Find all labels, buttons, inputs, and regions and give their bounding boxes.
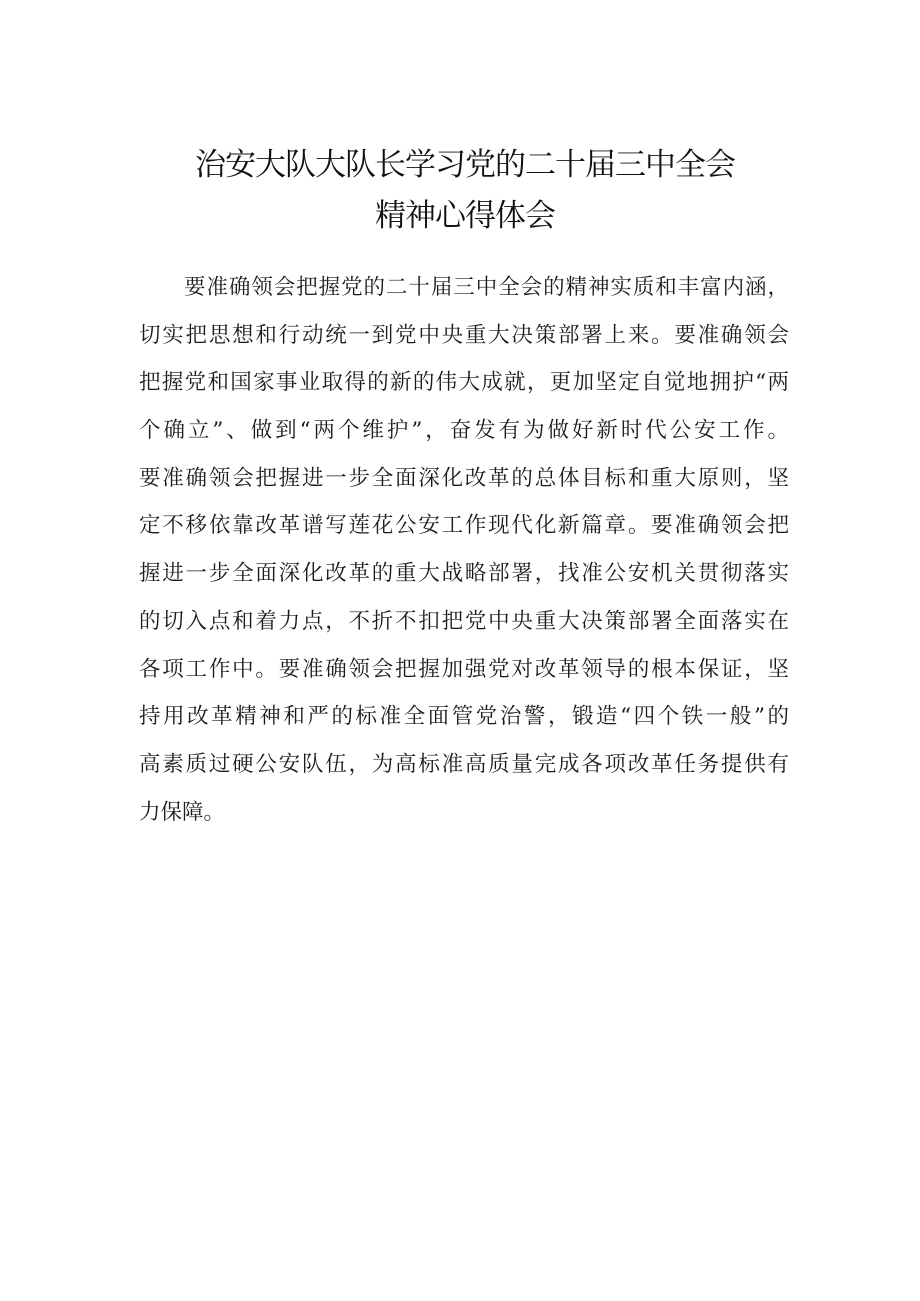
body-line: 握进一步全面深化改革的重大战略部署，找准公安机关贯彻落实	[139, 561, 789, 587]
body-paragraph	[139, 264, 789, 836]
title-line-2: 精神心得体会	[375, 198, 555, 234]
body-line: 的切入点和着力点，不折不扣把党中央重大决策部署全面落实在	[139, 608, 789, 634]
body-line: 高素质过硬公安队伍，为高标准高质量完成各项改革任务提供有	[139, 751, 789, 777]
title-line-1: 治安大队大队长学习党的二十届三中全会	[195, 147, 735, 183]
body-line: 各项工作中。要准确领会把握加强党对改革领导的根本保证，坚	[139, 656, 789, 682]
body-line: 个确立”、做到“两个维护”，奋发有为做好新时代公安工作。	[139, 418, 789, 444]
body-line: 把握党和国家事业取得的新的伟大成就，更加坚定自觉地拥护“两	[139, 370, 789, 396]
body-line: 要准确领会把握进一步全面深化改革的总体目标和重大原则，坚	[139, 465, 789, 491]
body-line: 持用改革精神和严的标准全面管党治警，锻造“四个铁一般”的	[139, 704, 789, 730]
body-line: 切实把思想和行动统一到党中央重大决策部署上来。要准确领会	[139, 322, 789, 348]
body-line: 定不移依靠改革谱写莲花公安工作现代化新篇章。要准确领会把	[139, 513, 789, 539]
body-line: 要准确领会把握党的二十届三中全会的精神实质和丰富内涵，	[184, 275, 789, 300]
document-title	[0, 140, 920, 242]
body-line: 力保障。	[139, 799, 226, 825]
